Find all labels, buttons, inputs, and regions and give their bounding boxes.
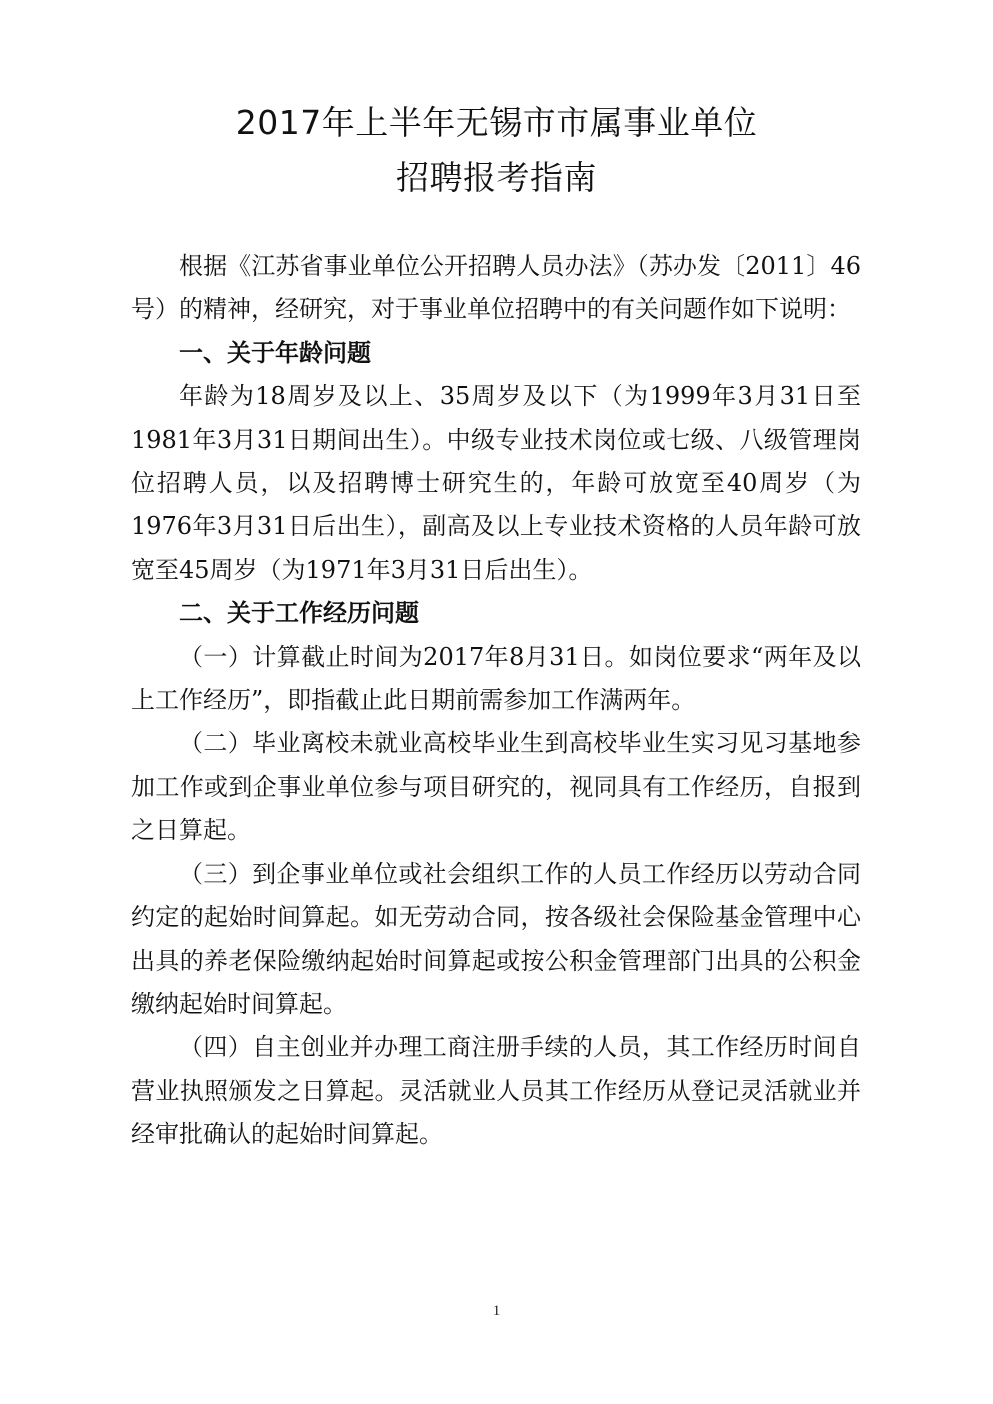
work-experience-paragraph-4: （四）自主创业并办理工商注册手续的人员，其工作经历时间自营业执照颁发之日算起。灵活就业人员其工作经历从登记灵活就业并经审批确认的起始时间算起。 <box>131 1033 861 1149</box>
work-experience-paragraph-3: （三）到企事业单位或社会组织工作的人员工作经历以劳动合同约定的起始时间算起。如无劳动合同，按各级社会保险基金管理中心出具的养老保险缴纳起始时间算起或按公积金管理部门出具的公积金缴纳起始时间算起。 <box>131 859 861 1018</box>
age-paragraph: 年龄为18周岁及以上、35周岁及以下（为1999年3月31日至1981年3月31日期间出生）。中级专业技术岗位或七级、八级管理岗位招聘人员，以及招聘博士研究生的，年龄可放宽至40周岁（为1976年3月31日后出生），副高及以上专业技术资格的人员年龄可放宽至45周岁（为1971年3月31日后出生）。 <box>131 382 861 584</box>
document-title-line1: 2017年上半年无锡市市属事业单位 <box>235 103 758 142</box>
section-heading-age: 一、关于年龄问题 <box>179 338 371 367</box>
document-title-line2: 招聘报考指南 <box>396 158 597 197</box>
intro-paragraph: 根据《江苏省事业单位公开招聘人员办法》（苏办发〔2011〕46号）的精神，经研究，对于事业单位招聘中的有关问题作如下说明： <box>131 252 861 324</box>
page-number: 1 <box>492 1303 501 1319</box>
work-experience-paragraph-1: （一）计算截止时间为2017年8月31日。如岗位要求“两年及以上工作经历”，即指截止此日期前需参加工作满两年。 <box>131 642 861 715</box>
document-body <box>131 245 861 1157</box>
work-experience-paragraph-2: （二）毕业离校未就业高校毕业生到高校毕业生实习见习基地参加工作或到企事业单位参与项目研究的，视同具有工作经历，自报到之日算起。 <box>131 729 861 845</box>
section-heading-work-experience: 二、关于工作经历问题 <box>179 599 419 628</box>
